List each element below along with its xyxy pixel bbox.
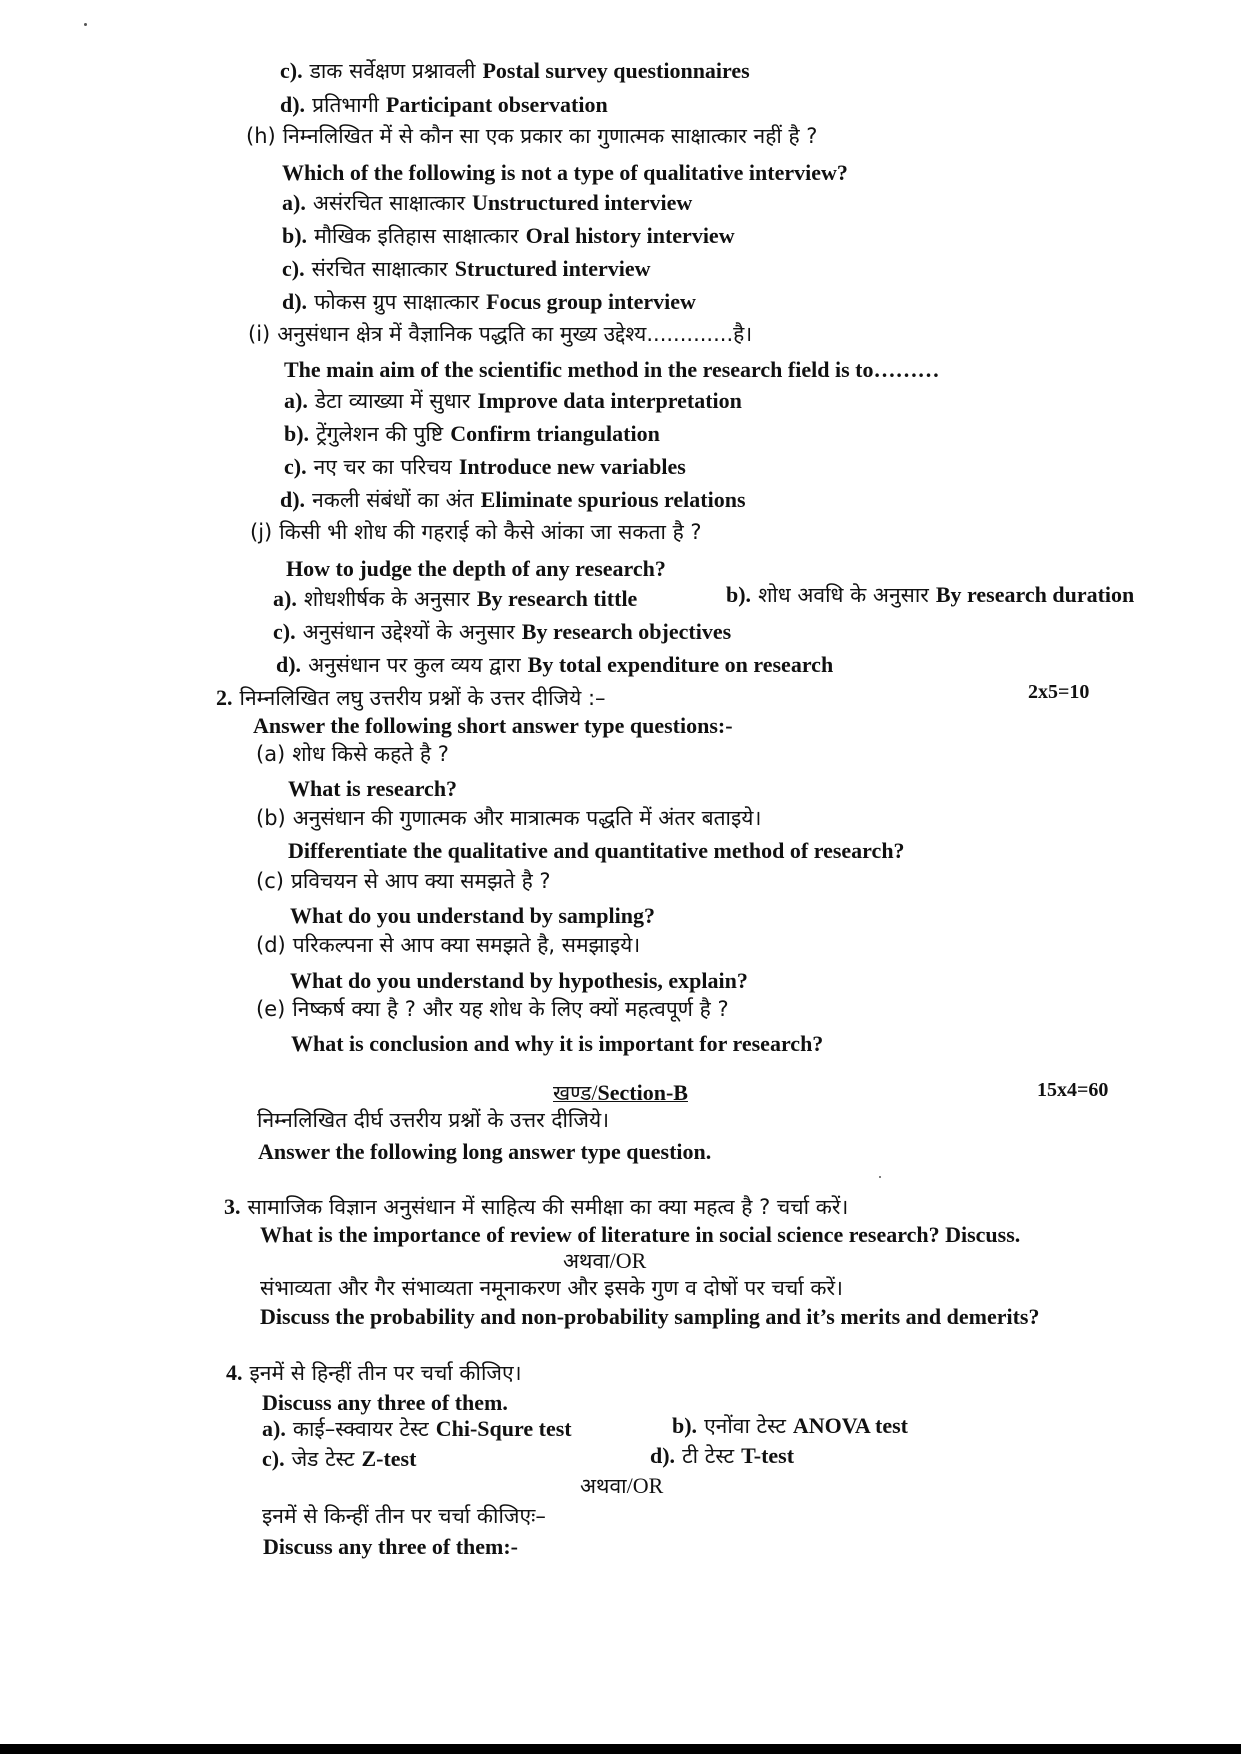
- question-number: 4.: [226, 1360, 243, 1385]
- option-text-english: Improve data interpretation: [477, 388, 742, 413]
- option-text-english: By research tittle: [476, 586, 638, 611]
- question-2b-english: Differentiate the qualitative and quantitative method of research?: [288, 838, 905, 863]
- option-text-hindi: मौखिक इतिहास साक्षात्कार: [314, 224, 519, 248]
- option-label: b).: [726, 582, 752, 607]
- question-i-option-a: [284, 390, 742, 412]
- question-number: 3.: [224, 1194, 241, 1219]
- sub-question-text-hindi: अनुसंधान की गुणात्मक और मात्रात्मक पद्धति में अंतर बताइये।: [292, 806, 762, 830]
- option-label: b).: [282, 223, 308, 248]
- option-text-hindi: असंरचित साक्षात्कार: [312, 191, 466, 215]
- option-label: c).: [284, 454, 307, 479]
- question-4-alt-hindi: इनमें से किन्हीं तीन पर चर्चा कीजिएः–: [262, 1504, 546, 1528]
- sub-question-number: (a): [256, 742, 286, 766]
- sub-question-text-hindi: प्रविचयन से आप क्या समझते है ?: [290, 869, 551, 893]
- option-label: b).: [284, 421, 310, 446]
- option-text-hindi: नए चर का परिचय: [313, 455, 452, 479]
- scan-speck: [879, 1176, 881, 1178]
- option-text-hindi: नकली संबंधों का अंत: [312, 488, 474, 512]
- question-number: 2.: [216, 685, 233, 710]
- page-bottom-edge: [0, 1744, 1241, 1754]
- option-text-english: Eliminate spurious relations: [480, 487, 746, 512]
- option-text-english: Participant observation: [385, 92, 608, 117]
- question-4-hindi: [226, 1362, 522, 1384]
- option-text-english: By total expenditure on research: [527, 652, 834, 677]
- question-2d-hindi: [256, 935, 640, 956]
- question-h-english: Which of the following is not a type of qualitative interview?: [282, 160, 848, 185]
- question-3-english: What is the importance of review of literature in social science research? Discuss.: [260, 1222, 1021, 1247]
- question-i-option-b: [284, 423, 660, 445]
- option-text-english: T-test: [741, 1443, 795, 1468]
- question-4-option-b: [672, 1415, 908, 1437]
- option-label: d).: [282, 289, 308, 314]
- section-b-instruction-english: Answer the following long answer type question.: [258, 1139, 712, 1164]
- question-text-hindi: किसी भी शोध की गहराई को कैसे आंका जा सकता है ?: [279, 520, 702, 544]
- option-label: a).: [273, 586, 297, 611]
- q1-d-prev: [280, 94, 608, 116]
- option-text-hindi: अनुसंधान उद्देश्यों के अनुसार: [302, 620, 515, 644]
- option-text-hindi: अनुसंधान पर कुल व्यय द्वारा: [308, 653, 521, 677]
- question-2c-english: What do you understand by sampling?: [290, 903, 655, 928]
- or-hindi: अथवा: [580, 1474, 627, 1498]
- option-label: c).: [282, 256, 305, 281]
- question-text-hindi: निम्नलिखित में से कौन सा एक प्रकार का गुणात्मक साक्षात्कार नहीं है ?: [282, 124, 818, 148]
- question-i-hindi: [248, 324, 752, 345]
- option-text-hindi: एनोंवा टेस्ट: [704, 1414, 786, 1438]
- option-label: a).: [282, 190, 306, 215]
- section-title-separator: /: [591, 1080, 598, 1105]
- question-h-option-c: [282, 258, 651, 280]
- option-label: d).: [650, 1443, 676, 1468]
- question-j-english: How to judge the depth of any research?: [286, 556, 666, 581]
- option-text-hindi: टी टेस्ट: [682, 1444, 735, 1468]
- question-text-hindi: निम्नलिखित लघु उत्तरीय प्रश्नों के उत्तर दीजिये :–: [239, 686, 606, 710]
- question-3-alt-english: Discuss the probability and non-probability sampling and it’s merits and demerits?: [260, 1304, 1040, 1329]
- question-i-english: The main aim of the scientific method in the research field is to………: [284, 357, 940, 382]
- section-title-hindi: खण्ड: [553, 1081, 592, 1105]
- option-label: d).: [280, 92, 306, 117]
- option-label: c).: [262, 1446, 285, 1471]
- question-2a-hindi: [256, 744, 449, 765]
- sub-question-number: (b): [256, 806, 286, 830]
- question-2e-english: What is conclusion and why it is important for research?: [291, 1031, 824, 1056]
- question-4-option-c: [262, 1448, 416, 1470]
- option-label: b).: [672, 1413, 698, 1438]
- or-english: OR: [615, 1248, 647, 1273]
- question-2b-hindi: [256, 808, 761, 829]
- option-text-english: By research duration: [935, 582, 1135, 607]
- question-4-alt-english: Discuss any three of them:-: [263, 1534, 519, 1559]
- section-title-english: Section-B: [597, 1080, 688, 1105]
- question-j-option-c: [273, 621, 731, 643]
- question-2-english: Answer the following short answer type questions:-: [253, 713, 733, 738]
- question-2c-hindi: [256, 871, 551, 892]
- option-text-hindi: डेटा व्याख्या में सुधार: [314, 389, 471, 413]
- option-text-english: Chi-Squre test: [435, 1416, 572, 1441]
- option-text-hindi: शोध अवधि के अनुसार: [758, 583, 929, 607]
- sub-question-text-hindi: परिकल्पना से आप क्या समझते है, समझाइये।: [292, 933, 641, 957]
- option-text-hindi: काई–स्क्वायर टेस्ट: [292, 1417, 429, 1441]
- option-label: d).: [280, 487, 306, 512]
- question-h-option-b: [282, 225, 735, 247]
- or-separator: /: [626, 1473, 633, 1498]
- option-text-hindi: प्रतिभागी: [312, 93, 379, 117]
- option-text-hindi: शोधशीर्षक के अनुसार: [303, 587, 470, 611]
- sub-question-text-hindi: निष्कर्ष क्या है ? और यह शोध के लिए क्यों महत्वपूर्ण है ?: [292, 997, 729, 1021]
- option-text-english: Oral history interview: [525, 223, 735, 248]
- question-text-hindi: इनमें से हिन्हीं तीन पर चर्चा कीजिए।: [249, 1361, 522, 1385]
- option-text-english: Focus group interview: [486, 289, 696, 314]
- question-j-hindi: [250, 522, 702, 543]
- question-i-option-c: [284, 456, 686, 478]
- sub-question-number: (d): [256, 933, 286, 957]
- option-text-english: ANOVA test: [792, 1413, 908, 1438]
- question-number: (i): [248, 322, 271, 346]
- or-english: OR: [632, 1473, 664, 1498]
- option-label: d).: [276, 652, 302, 677]
- question-4-option-a: [262, 1418, 572, 1440]
- question-3-alt-hindi: संभाव्यता और गैर संभाव्यता नमूनाकरण और इसके गुण व दोषों पर चर्चा करें।: [260, 1276, 843, 1300]
- question-3-or: [563, 1250, 646, 1272]
- question-j-option-d: [276, 654, 833, 676]
- option-label: c).: [280, 58, 303, 83]
- option-text-english: Z-test: [361, 1446, 417, 1471]
- question-text-hindi: सामाजिक विज्ञान अनुसंधान में साहित्य की समीक्षा का क्या महत्व है ? चर्चा करें।: [247, 1195, 849, 1219]
- question-2e-hindi: [256, 999, 729, 1020]
- option-text-hindi: ट्रेंगुलेशन की पुष्टि: [316, 422, 444, 446]
- question-h-hindi: [246, 126, 817, 147]
- option-text-english: Unstructured interview: [472, 190, 693, 215]
- or-separator: /: [609, 1248, 616, 1273]
- question-4-option-d: [650, 1445, 794, 1467]
- question-4-english: Discuss any three of them.: [262, 1390, 508, 1415]
- option-text-hindi: जेड टेस्ट: [291, 1447, 355, 1471]
- question-j-option-b: [726, 584, 1134, 606]
- or-hindi: अथवा: [563, 1249, 610, 1273]
- question-j-option-a: [273, 588, 637, 610]
- sub-question-text-hindi: शोध किसे कहते है ?: [292, 742, 449, 766]
- question-2-marks: 2x5=10: [1028, 681, 1090, 703]
- question-3-hindi: [224, 1196, 848, 1218]
- question-i-option-d: [280, 489, 746, 511]
- sub-question-number: (e): [256, 997, 286, 1021]
- section-b-title: [553, 1082, 688, 1104]
- option-text-english: Structured interview: [454, 256, 651, 281]
- section-b-instruction-hindi: निम्नलिखित दीर्घ उत्तरीय प्रश्नों के उत्तर दीजिये।: [257, 1108, 610, 1132]
- question-number: (h): [246, 124, 276, 148]
- q1-c-prev: [280, 60, 750, 82]
- scan-speck: [84, 23, 87, 26]
- question-2a-english: What is research?: [288, 776, 458, 801]
- option-text-hindi: डाक सर्वेक्षण प्रश्नावली: [309, 59, 476, 83]
- question-number: (j): [250, 520, 273, 544]
- section-b-marks: 15x4=60: [1037, 1079, 1109, 1101]
- option-label: c).: [273, 619, 296, 644]
- option-text-hindi: फोकस ग्रुप साक्षात्कार: [314, 290, 480, 314]
- option-label: a).: [262, 1416, 286, 1441]
- option-text-hindi: संरचित साक्षात्कार: [311, 257, 448, 281]
- sub-question-number: (c): [256, 869, 284, 893]
- option-text-english: Confirm triangulation: [450, 421, 660, 446]
- option-text-english: By research objectives: [521, 619, 732, 644]
- option-label: a).: [284, 388, 308, 413]
- question-2d-english: What do you understand by hypothesis, explain?: [290, 968, 748, 993]
- option-text-english: Introduce new variables: [458, 454, 686, 479]
- question-text-hindi: अनुसंधान क्षेत्र में वैज्ञानिक पद्धति का मुख्य उद्देश्य.............है।: [277, 322, 753, 346]
- question-h-option-a: [282, 192, 692, 214]
- option-text-english: Postal survey questionnaires: [482, 58, 750, 83]
- question-4-or: [580, 1475, 663, 1497]
- question-2-hindi: [216, 687, 606, 709]
- question-h-option-d: [282, 291, 696, 313]
